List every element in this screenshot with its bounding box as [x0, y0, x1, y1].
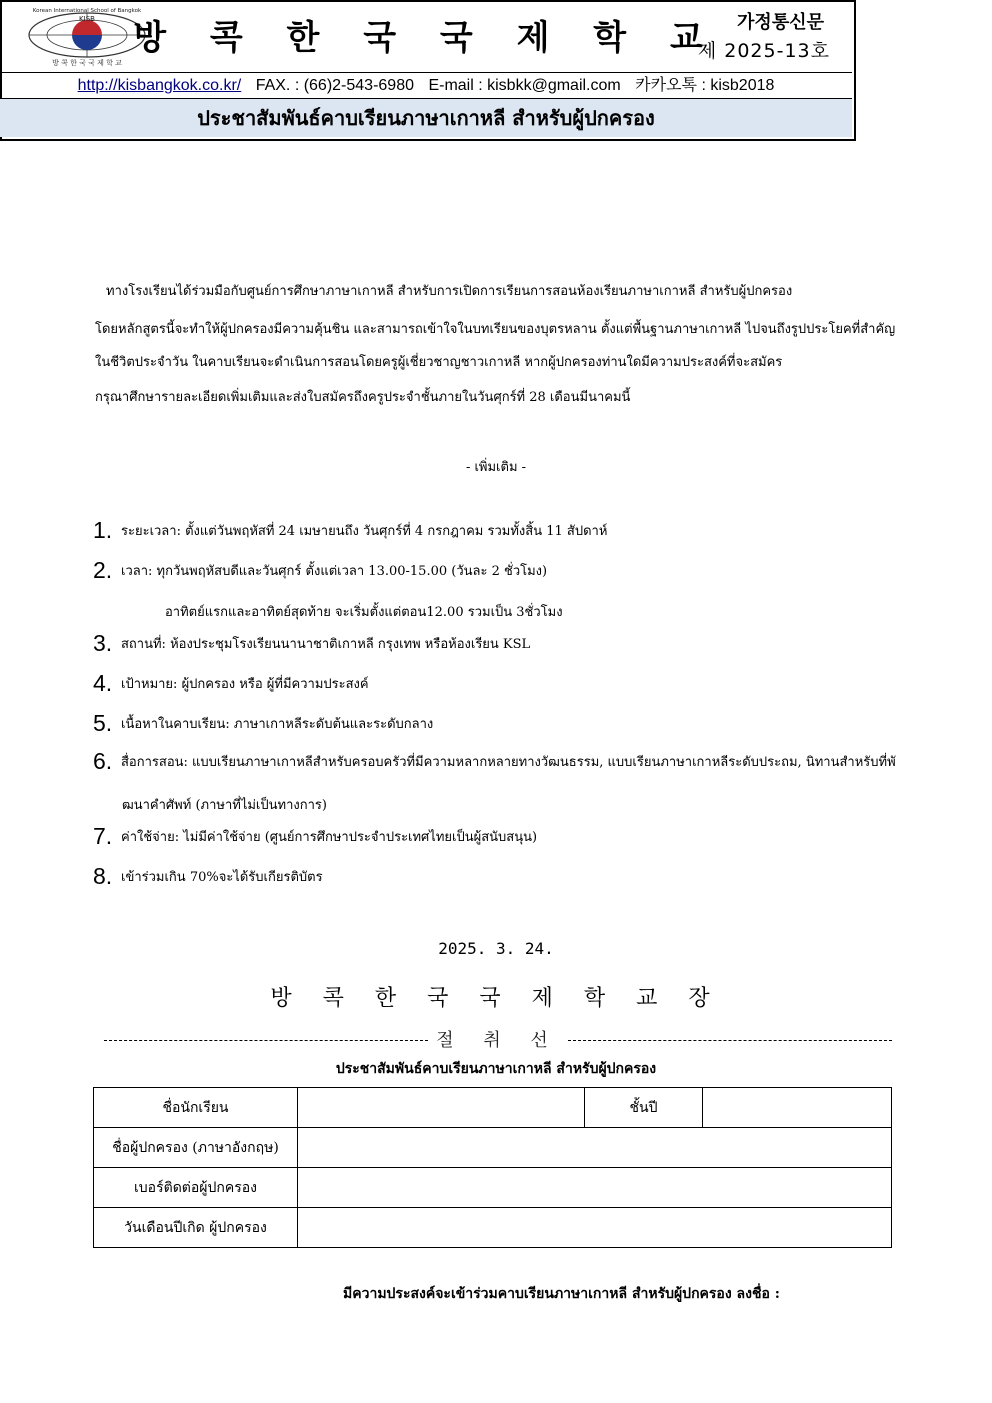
- header-top: [0, 0, 852, 72]
- table-row: [94, 1128, 892, 1168]
- dash-right: [568, 1040, 892, 1041]
- item-number: 1.: [93, 517, 113, 543]
- contact-bar: [0, 72, 852, 98]
- logo-text-bottom: 방 콕 한 국 국 제 학 교: [52, 59, 122, 67]
- fax-number: FAX. : (66)2-543-6980: [255, 77, 414, 94]
- item-number: 4.: [93, 670, 113, 696]
- item-number: 2.: [93, 557, 113, 583]
- header-box: [0, 0, 856, 141]
- list-item: [93, 557, 547, 584]
- item-number: 8.: [93, 863, 113, 889]
- cut-label: 절 취 선: [436, 1030, 560, 1051]
- parent-phone-field[interactable]: [298, 1168, 892, 1208]
- table-row: [94, 1168, 892, 1208]
- item-number: 3.: [93, 630, 113, 656]
- item-2-continuation: อาทิตย์แรกและอาทิตย์สุดท้าย จะเริ่มตั้งแต่ตอน12.00 รวมเป็น 3ชั่วโมง: [165, 605, 563, 620]
- student-name-field[interactable]: [298, 1088, 585, 1128]
- item-number: 7.: [93, 823, 113, 849]
- item-text: เนื้อหาในคาบเรียน: ภาษาเกาหลีระดับต้นและระดับกลาง: [121, 717, 434, 732]
- website-link[interactable]: http://kisbangkok.co.kr/: [77, 77, 242, 94]
- subject-title: ประชาสัมพันธ์คาบเรียนภาษาเกาหลี สำหรับผู้ปกครอง: [0, 98, 852, 137]
- item-number: 6.: [93, 748, 113, 774]
- logo-text-mid: KISB: [79, 15, 95, 23]
- cut-line: [104, 1026, 892, 1052]
- item-text: สถานที่: ห้องประชุมโรงเรียนนานาชาติเกาหลี กรุงเทพ หรือห้องเรียน KSL: [121, 637, 531, 652]
- application-form: [93, 1087, 892, 1248]
- intro-line-4: กรุณาศึกษารายละเอียดเพิ่มเติมและส่งใบสมัครถึงครูประจำชั้นภายในวันศุกร์ที่ 28 เดือนมีนาคมนี้: [95, 390, 631, 405]
- signature-line: มีความประสงค์จะเข้าร่วมคาบเรียนภาษาเกาหลี สำหรับผู้ปกครอง ลงชื่อ :: [343, 1286, 780, 1302]
- parent-birth-label: วันเดือนปีเกิด ผู้ปกครอง: [94, 1208, 298, 1248]
- doc-type: 가정통신문: [737, 12, 824, 33]
- item-6-continuation: ฒนาคำศัพท์ (ภาษาที่ไม่เป็นทางการ): [122, 798, 327, 813]
- email-address: E-mail : kisbkk@gmail.com: [428, 77, 621, 94]
- item-text: เวลา: ทุกวันพฤหัสบดีและวันศุกร์ ตั้งแต่เวลา 13.00-15.00 (วันละ 2 ชั่วโมง): [121, 564, 548, 579]
- parent-name-field[interactable]: [298, 1128, 892, 1168]
- grade-label: ชั้นปี: [585, 1088, 703, 1128]
- intro-line-1: ทางโรงเรียนได้ร่วมมือกับศูนย์การศึกษาภาษาเกาหลี สำหรับการเปิดการเรียนการสอนห้องเรียนภาษาเกาหลี สำหรับผู้ปกครอง: [106, 284, 793, 299]
- list-item: [93, 863, 323, 890]
- item-text: สื่อการสอน: แบบเรียนภาษาเกาหลีสำหรับครอบครัวที่มีความหลากหลายทางวัฒนธรรม, แบบเรียนภาษาเกาหลีระดับประถม, นิทานสำหรับที่พั: [121, 755, 896, 770]
- list-item: [93, 630, 530, 657]
- list-item: [93, 710, 433, 737]
- intro-line-3: ในชีวิตประจำวัน ในคาบเรียนจะดำเนินการสอนโดยครูผู้เชี่ยวชาญชาวเกาหลี หากผู้ปกครองท่านใดมีความประสงค์ที่จะสมัคร: [95, 355, 783, 370]
- item-number: 5.: [93, 710, 113, 736]
- item-text: เข้าร่วมเกิน 70%จะได้รับเกียรติบัตร: [121, 870, 323, 885]
- dash-left: [104, 1040, 428, 1041]
- intro-line-2: โดยหลักสูตรนี้จะทำให้ผู้ปกครองมีความคุ้นชิน และสามารถเข้าใจในบทเรียนของบุตรหลาน ตั้งแต่พื้นฐานภาษาเกาหลี ไปจนถึงรูปประโยคที่สำคัญ: [95, 322, 896, 337]
- list-item: [93, 823, 537, 850]
- parent-phone-label: เบอร์ติดต่อผู้ปกครอง: [94, 1168, 298, 1208]
- list-item: [93, 748, 896, 775]
- list-item: [93, 670, 369, 697]
- grade-field[interactable]: [703, 1088, 892, 1128]
- item-text: ระยะเวลา: ตั้งแต่วันพฤหัสที่ 24 เมษายนถึง วันศุกร์ที่ 4 กรกฎาคม รวมทั้งสิ้น 11 สัปดาห์: [121, 524, 608, 539]
- table-row: [94, 1088, 892, 1128]
- school-title: 방 콕 한 국 국 제 학 교: [133, 18, 719, 58]
- principal-signature: 방 콕 한 국 국 제 학 교 장: [270, 986, 722, 1011]
- form-title: ประชาสัมพันธ์คาบเรียนภาษาเกาหลี สำหรับผู้ปกครอง: [335, 1061, 657, 1077]
- doc-number: 제 2025-13호: [697, 40, 830, 62]
- parent-name-label: ชื่อผู้ปกครอง (ภาษาอังกฤษ): [94, 1128, 298, 1168]
- issue-date: 2025. 3. 24.: [438, 939, 554, 958]
- table-row: [94, 1208, 892, 1248]
- student-name-label: ชื่อนักเรียน: [94, 1088, 298, 1128]
- parent-birth-field[interactable]: [298, 1208, 892, 1248]
- kakao-id: 카카오톡 : kisb2018: [635, 77, 775, 94]
- list-item: [93, 517, 607, 544]
- item-text: ค่าใช้จ่าย: ไม่มีค่าใช้จ่าย (ศูนย์การศึกษาประจำประเทศไทยเป็นผู้สนับสนุน): [121, 830, 538, 845]
- logo-text-top: Korean International School of Bangkok: [32, 8, 142, 14]
- item-text: เป้าหมาย: ผู้ปกครอง หรือ ผู้ที่มีความประสงค์: [121, 677, 369, 692]
- more-heading: - เพิ่มเติม -: [465, 460, 527, 475]
